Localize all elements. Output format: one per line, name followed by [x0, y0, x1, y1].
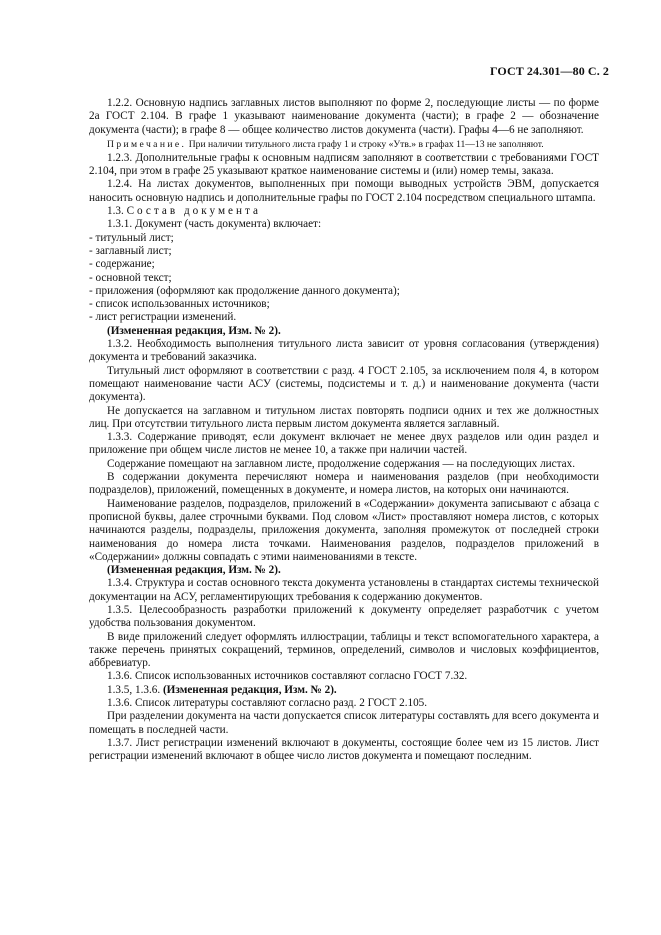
list-item: - титульный лист;	[89, 231, 174, 244]
note-label: Примечание.	[107, 138, 187, 150]
paragraph: Наименование разделов, подразделов, приложений в «Содержании» документа записывают с абзаца с прописной буквы, далее строчными буквами. Под словом «Лист» проставляют номера листов, с которых начинаются разделы, подразделы, приложения документа, заполняя промежуток от последней строки наименования до номера листа точками. Наименования разделов, подразделов приложений в «Содержании» должны совпадать с этими наименованиями в тексте.	[89, 497, 599, 563]
list-item: - основной текст;	[89, 271, 172, 284]
paragraph: 1.3.6. Список использованных источников составляют согласно ГОСТ 7.32.	[107, 670, 468, 683]
section-title: Состав документа	[126, 205, 261, 218]
paragraph: В содержании документа перечисляют номера и наименования разделов (при необходимости подразделов), приложений, помещенных в документе, и номера листов, на которых они начинаются.	[89, 471, 599, 497]
paragraph: 1.3.3. Содержание приводят, если документ включает не менее двух разделов или один раздел и приложение при общем числе листов не менее 10, а также при наличии частей.	[89, 431, 599, 457]
revision-note: (Измененная редакция, Изм. № 2).	[162, 683, 337, 696]
paragraph: Титульный лист оформляют в соответствии с разд. 4 ГОСТ 2.105, за исключением поля 4, в котором помещают наименование части АСУ (системы, подсистемы и т. д.) и наименование документа (части документа).	[89, 364, 599, 404]
paragraph: В виде приложений следует оформлять иллюстрации, таблицы и текст вспомогательного характера, а также перечень принятых сокращений, терминов, определений, символов и числовых коэффициентов, аббревиатур.	[89, 630, 599, 670]
note-paragraph	[89, 138, 599, 151]
clause-refs: 1.3.5, 1.3.6.	[107, 683, 163, 696]
paragraph: 1.2.2. Основную надпись заглавных листов выполняют по форме 2, последующие листы — по форме 2а ГОСТ 2.104. В графе 1 указывают наименование документа (части); в графе 2 — обозначение документа (части); в графе 8 — общее количество листов документа (части). Графы 4—6 не заполняют.	[89, 97, 599, 136]
revision-note: (Измененная редакция, Изм. № 2).	[107, 564, 281, 577]
list-item: - приложения (оформляют как продолжение данного документа);	[89, 284, 400, 297]
page-header: ГОСТ 24.301—80 С. 2	[489, 64, 609, 78]
revision-line	[89, 684, 599, 697]
paragraph: 1.3.6. Список литературы составляют согласно разд. 2 ГОСТ 2.105.	[107, 697, 428, 710]
paragraph: 1.2.3. Дополнительные графы к основным надписям заполняют в соответствии с требованиями ГОСТ 2.104, при этом в графе 25 указывают краткое наименование системы и (или) номер темы, заказа.	[89, 151, 599, 178]
revision-note: (Измененная редакция, Изм. № 2).	[107, 324, 281, 337]
paragraph: 1.3.2. Необходимость выполнения титульного листа зависит от уровня согласования (утверждения) документа и требований заказчика.	[89, 338, 599, 364]
paragraph: 1.3.1. Документ (часть документа) включает:	[107, 218, 322, 231]
list-item: - список использованных источников;	[89, 298, 270, 311]
paragraph: 1.3.5. Целесообразность разработки приложений к документу определяет разработчик с учетом удобства пользования документом.	[89, 603, 599, 630]
note-text: При наличии титульного листа графу 1 и строку «Утв.» в графах 11—13 не заполняют.	[186, 138, 544, 150]
paragraph: 1.2.4. На листах документов, выполненных при помощи выводных устройств ЭВМ, допускается наносить основную надпись и дополнительные графы по ГОСТ 2.104 посредством специального штампа.	[89, 178, 599, 204]
paragraph: 1.3.4. Структура и состав основного текста документа установлены в стандартах системы технической документации на АСУ, регламентирующих требования к содержанию документов.	[89, 577, 599, 603]
section-heading	[89, 205, 599, 218]
paragraph: Содержание помещают на заглавном листе, продолжение содержания — на последующих листах.	[107, 457, 575, 470]
document-body	[89, 97, 599, 764]
list-item: - заглавный лист;	[89, 244, 172, 257]
section-number: 1.3.	[107, 205, 127, 218]
paragraph: 1.3.7. Лист регистрации изменений включают в документы, состоящие более чем из 15 листов. Лист регистрации изменений включают в общее число листов документа и помещают последним.	[89, 736, 599, 763]
paragraph: Не допускается на заглавном и титульном листах повторять подписи одних и тех же должностных лиц. При отсутствии титульного листа первым листом документа является заглавный.	[89, 404, 599, 430]
list-item: - лист регистрации изменений.	[89, 311, 237, 324]
paragraph: При разделении документа на части допускается список литературы составлять для всего документа и помещать в последней части.	[89, 710, 599, 736]
list-item: - содержание;	[89, 258, 155, 271]
